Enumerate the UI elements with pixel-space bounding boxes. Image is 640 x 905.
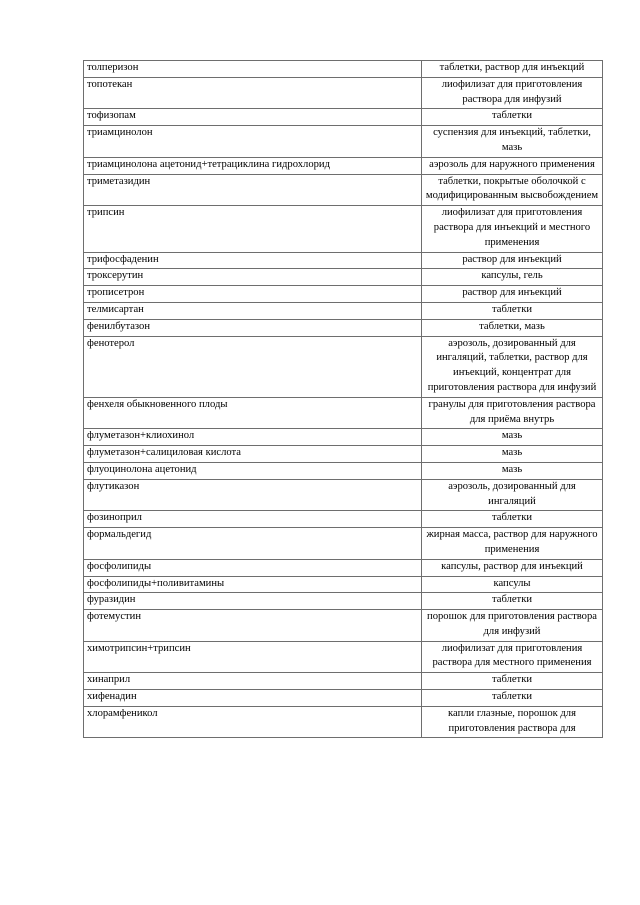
dosage-form-cell: аэрозоль для наружного применения bbox=[422, 157, 603, 174]
dosage-form-cell: раствор для инъекций bbox=[422, 286, 603, 303]
dosage-form-cell: лиофилизат для приготовления раствора для инфузий bbox=[422, 77, 603, 109]
drug-name-cell: фенхеля обыкновенного плоды bbox=[84, 397, 422, 429]
dosage-form-cell: суспензия для инъекций, таблетки, мазь bbox=[422, 126, 603, 158]
drug-name-cell: флуметазон+клиохинол bbox=[84, 429, 422, 446]
dosage-form-cell: таблетки, покрытые оболочкой с модифицированным высвобождением bbox=[422, 174, 603, 206]
dosage-form-cell: таблетки bbox=[422, 690, 603, 707]
table-row bbox=[84, 673, 603, 690]
drug-name-cell: фозиноприл bbox=[84, 511, 422, 528]
drug-name-cell: трипсин bbox=[84, 206, 422, 252]
dosage-form-cell: таблетки bbox=[422, 593, 603, 610]
drug-name-cell: троксерутин bbox=[84, 269, 422, 286]
drug-name-cell: трифосфаденин bbox=[84, 252, 422, 269]
table-row bbox=[84, 576, 603, 593]
dosage-form-cell: таблетки bbox=[422, 109, 603, 126]
table-row bbox=[84, 302, 603, 319]
table-row bbox=[84, 174, 603, 206]
dosage-form-cell: порошок для приготовления раствора для инфузий bbox=[422, 610, 603, 642]
dosage-form-cell: аэрозоль, дозированный для ингаляций bbox=[422, 479, 603, 511]
dosage-form-cell: лиофилизат для приготовления раствора для местного применения bbox=[422, 641, 603, 673]
dosage-form-cell: таблетки bbox=[422, 511, 603, 528]
table-row bbox=[84, 206, 603, 252]
table-row bbox=[84, 269, 603, 286]
dosage-form-cell: гранулы для приготовления раствора для приёма внутрь bbox=[422, 397, 603, 429]
dosage-form-cell: жирная масса, раствор для наружного применения bbox=[422, 528, 603, 560]
table-row bbox=[84, 479, 603, 511]
drug-name-cell: толперизон bbox=[84, 61, 422, 78]
dosage-form-cell: лиофилизат для приготовления раствора для инъекций и местного применения bbox=[422, 206, 603, 252]
dosage-form-cell: таблетки bbox=[422, 302, 603, 319]
table-row bbox=[84, 157, 603, 174]
dosage-form-cell: аэрозоль, дозированный для ингаляций, таблетки, раствор для инъекций, концентрат для приготовления раствора для инфузий bbox=[422, 336, 603, 397]
table-row bbox=[84, 706, 603, 738]
dosage-form-cell: мазь bbox=[422, 462, 603, 479]
dosage-form-cell: мазь bbox=[422, 429, 603, 446]
drug-name-cell: триамцинолона ацетонид+тетрациклина гидрохлорид bbox=[84, 157, 422, 174]
table-row bbox=[84, 336, 603, 397]
drug-name-cell: хифенадин bbox=[84, 690, 422, 707]
table-row bbox=[84, 252, 603, 269]
table-row bbox=[84, 109, 603, 126]
table-row bbox=[84, 77, 603, 109]
drug-name-cell: хинаприл bbox=[84, 673, 422, 690]
drug-name-cell: тофизопам bbox=[84, 109, 422, 126]
table-row bbox=[84, 511, 603, 528]
dosage-form-cell: капсулы, раствор для инъекций bbox=[422, 559, 603, 576]
drug-name-cell: флутиказон bbox=[84, 479, 422, 511]
drug-name-cell: формальдегид bbox=[84, 528, 422, 560]
dosage-form-cell: таблетки, мазь bbox=[422, 319, 603, 336]
table-row bbox=[84, 610, 603, 642]
table-row bbox=[84, 397, 603, 429]
drug-name-cell: хлорамфеникол bbox=[84, 706, 422, 738]
table-row bbox=[84, 446, 603, 463]
table-row bbox=[84, 429, 603, 446]
table-row bbox=[84, 462, 603, 479]
dosage-form-cell: таблетки, раствор для инъекций bbox=[422, 61, 603, 78]
drug-name-cell: фенилбутазон bbox=[84, 319, 422, 336]
drug-name-cell: триамцинолон bbox=[84, 126, 422, 158]
drug-name-cell: флуоцинолона ацетонид bbox=[84, 462, 422, 479]
table-row bbox=[84, 61, 603, 78]
dosage-form-cell: капсулы bbox=[422, 576, 603, 593]
table-row bbox=[84, 126, 603, 158]
table-row bbox=[84, 559, 603, 576]
drug-name-cell: флуметазон+салициловая кислота bbox=[84, 446, 422, 463]
table-row bbox=[84, 641, 603, 673]
table-row bbox=[84, 286, 603, 303]
dosage-form-cell: капли глазные, порошок для приготовления раствора для bbox=[422, 706, 603, 738]
dosage-form-cell: таблетки bbox=[422, 673, 603, 690]
drug-name-cell: трописетрон bbox=[84, 286, 422, 303]
drug-name-cell: фотемустин bbox=[84, 610, 422, 642]
drug-name-cell: телмисартан bbox=[84, 302, 422, 319]
drug-name-cell: триметазидин bbox=[84, 174, 422, 206]
drug-name-cell: фосфолипиды bbox=[84, 559, 422, 576]
drug-name-cell: фенотерол bbox=[84, 336, 422, 397]
table-row bbox=[84, 528, 603, 560]
drug-name-cell: топотекан bbox=[84, 77, 422, 109]
table-row bbox=[84, 319, 603, 336]
table-row bbox=[84, 690, 603, 707]
drug-table bbox=[83, 60, 603, 738]
dosage-form-cell: капсулы, гель bbox=[422, 269, 603, 286]
drug-name-cell: химотрипсин+трипсин bbox=[84, 641, 422, 673]
drug-name-cell: фосфолипиды+поливитамины bbox=[84, 576, 422, 593]
table-row bbox=[84, 593, 603, 610]
dosage-form-cell: мазь bbox=[422, 446, 603, 463]
drug-name-cell: фуразидин bbox=[84, 593, 422, 610]
dosage-form-cell: раствор для инъекций bbox=[422, 252, 603, 269]
